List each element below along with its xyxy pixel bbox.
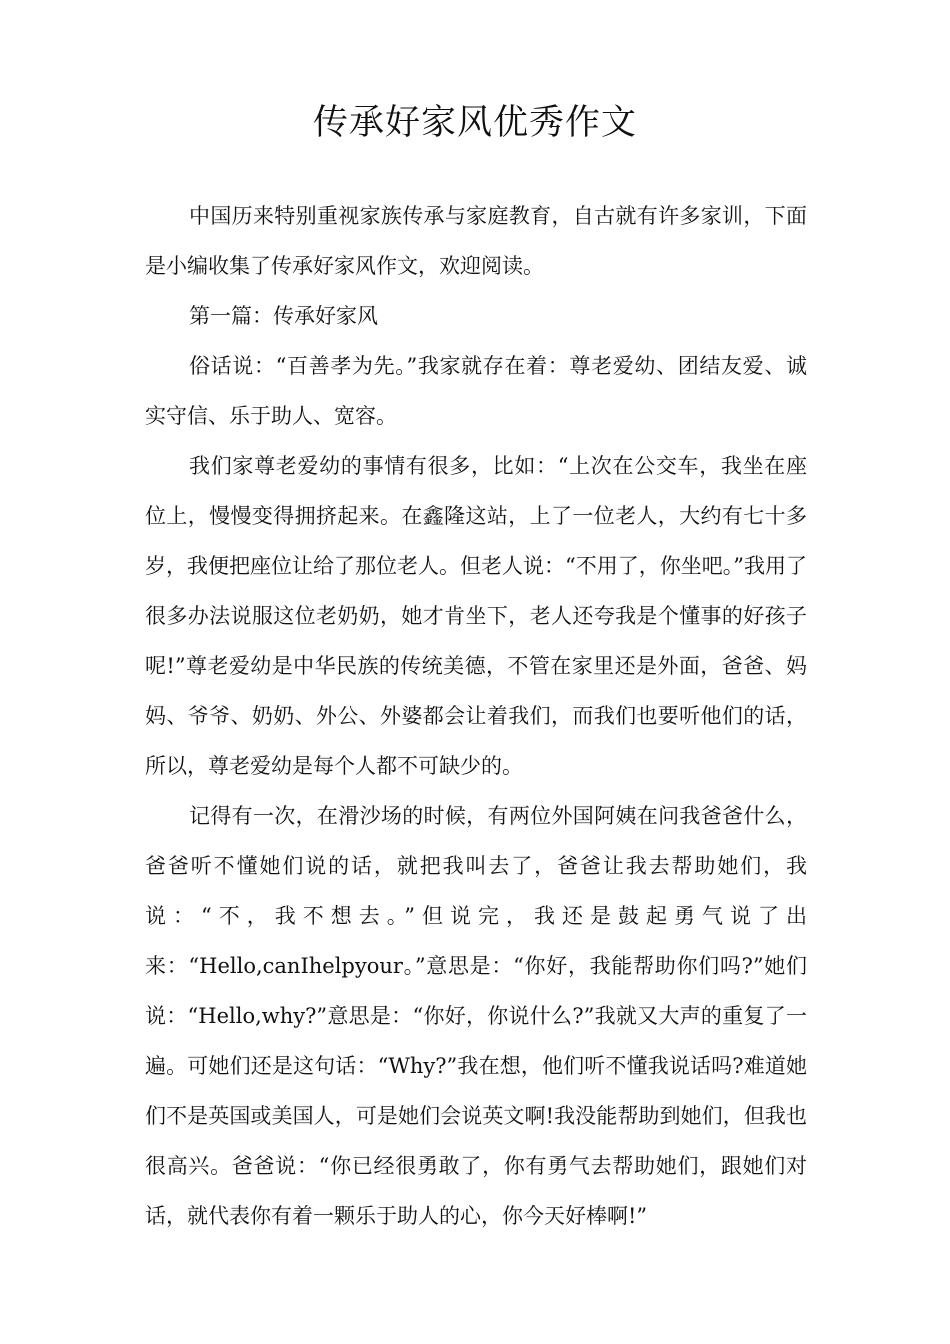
body-paragraph: 记得有一次，在滑沙场的时候，有两位外国阿姨在问我爸爸什么，爸爸听不懂她们说的话，就把我叫去了，爸爸让我去帮助她们，我说：“不，我不想去。”但说完，我还是鼓起勇气说了出来：“Hello,canIhelpyour。”意思是：“你好，我能帮助你们吗?”她们说：“Hello,why?”意思是：“你好，你说什么?”我就又大声的重复了一遍。可她们还是这句话：“Why?”我在想，他们听不懂我说话吗?难道她们不是英国或美国人，可是她们会说英文啊!我没能帮助到她们，但我也很高兴。爸爸说：“你已经很勇敢了，你有勇气去帮助她们，跟她们对话，就代表你有着一颗乐于助人的心，你今天好棒啊!” (145, 804, 807, 1228)
document-title: 传承好家风优秀作文 (312, 103, 637, 143)
section-heading: 第一篇：传承好家风 (189, 304, 378, 328)
body-paragraph: 俗话说：“百善孝为先。”我家就存在着：尊老爱幼、团结友爱、诚实守信、乐于助人、宽容。 (145, 354, 807, 428)
document-body (145, 191, 807, 1241)
body-paragraph: 我们家尊老爱幼的事情有很多，比如：“上次在公交车，我坐在座位上，慢慢变得拥挤起来。在鑫隆这站，上了一位老人，大约有七十多岁，我便把座位让给了那位老人。但老人说：“不用了，你坐吧。”我用了很多办法说服这位老奶奶，她才肯坐下，老人还夸我是个懂事的好孩子呢!”尊老爱幼是中华民族的传统美德，不管在家里还是外面，爸爸、妈妈、爷爷、奶奶、外公、外婆都会让着我们，而我们也要听他们的话，所以，尊老爱幼是每个人都不可缺少的。 (145, 454, 807, 778)
intro-paragraph: 中国历来特别重视家族传承与家庭教育，自古就有许多家训，下面是小编收集了传承好家风作文，欢迎阅读。 (145, 204, 807, 278)
